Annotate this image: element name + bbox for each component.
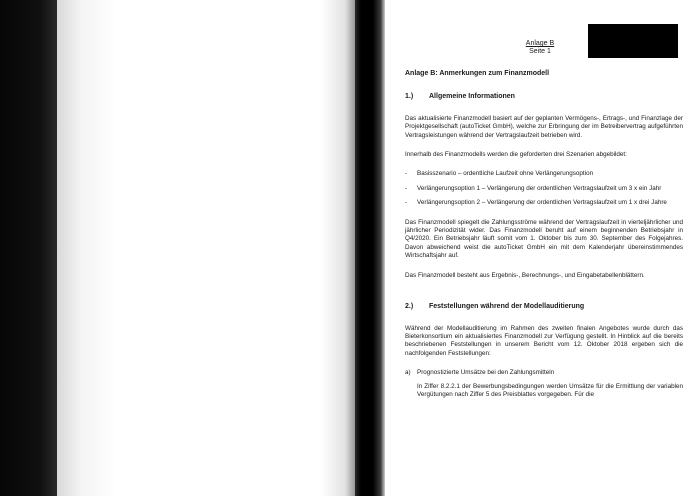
header-page: Seite 1 <box>529 48 551 55</box>
document-title: Anlage B: Anmerkungen zum Finanzmodell <box>405 70 550 77</box>
section-1-paragraph-2: Innerhalb des Finanzmodells werden die geforderten drei Szenarien abgebildet: <box>405 151 627 159</box>
section-2-number: 2.) <box>405 303 414 311</box>
section-1-paragraph-1: Das aktualisierte Finanzmodell basiert auf der geplanten Vermögens-, Ertrags-, und Finanzlage der Projektgesellschaft (autoTicket GmbH), welche zur Erbringung der im Betreibervertrag aufgeführten Vertragsleistungen während der Vertragslaufzeit betrieben wird. <box>405 114 683 139</box>
section-1-paragraph-4: Das Finanzmodell besteht aus Ergebnis-, Berechnungs-, und Eingabetabellenblättern. <box>405 271 645 279</box>
page-gutter <box>355 0 385 496</box>
list-item: - Verlängerungsoption 1 – Verlängerung der ordentlichen Vertragslaufzeit um 3 x ein Jahr <box>405 185 683 193</box>
section-1-heading <box>405 93 683 101</box>
page-header <box>520 40 560 56</box>
section-1-paragraph-3: Das Finanzmodell spiegelt die Zahlungsströme während der Vertragslaufzeit in vierteljährlicher und jährlicher Periodizität wider. Das Finanzmodell beruht auf einem beginnenden Betriebsjahr in Q4/2020. Ein Betriebsjahr läuft somit vom 1. Oktober bis zum 30. September des Folgejahres. Davon abweichend weist die autoTicket GmbH ein mit dem Kalenderjahr übereinstimmendes Wirtschaftsjahr auf. <box>405 218 683 260</box>
list-item: - Basisszenario – ordentliche Laufzeit ohne Verlängerungsoption <box>405 170 683 178</box>
section-2-title: Feststellungen während der Modellauditierung <box>429 303 585 311</box>
left-page-blank <box>57 0 357 496</box>
subsection-a-paragraph: In Ziffer 8.2.2.1 der Bewerbungsbedingungen werden Umsätze für die Ermittlung der variablen Vergütungen nach Ziffer 5 des Preisblattes vorgegeben. Für die <box>417 382 683 398</box>
book-spine <box>0 0 57 496</box>
section-1-number: 1.) <box>405 93 414 101</box>
list-item: - Verlängerungsoption 2 – Verlängerung der ordentlichen Vertragslaufzeit um 1 x drei Jahre <box>405 199 683 207</box>
subsection-a-letter: a) <box>405 369 411 377</box>
redaction-box <box>588 24 678 58</box>
header-annex: Anlage B <box>525 40 555 47</box>
section-2-paragraph-1: Während der Modellauditierung im Rahmen des zweiten finalen Angebotes wurde durch das Bieterkonsortium ein aktualisiertes Finanzmodell zur Verfügung gestellt. In Hinblick auf die bereits beschriebenen Feststellungen in unserem Bericht vom 12. Oktober 2018 ergeben sich die nachfolgenden Feststellungen: <box>405 324 683 357</box>
section-1-title: Allgemeine Informationen <box>429 93 515 101</box>
document-body <box>405 70 683 410</box>
subsection-a-title: Prognostizierte Umsätze bei den Zahlungsmitteln <box>417 369 555 377</box>
subsection-a-heading <box>405 369 683 377</box>
scenario-list <box>405 170 683 207</box>
section-2-heading <box>405 303 683 311</box>
